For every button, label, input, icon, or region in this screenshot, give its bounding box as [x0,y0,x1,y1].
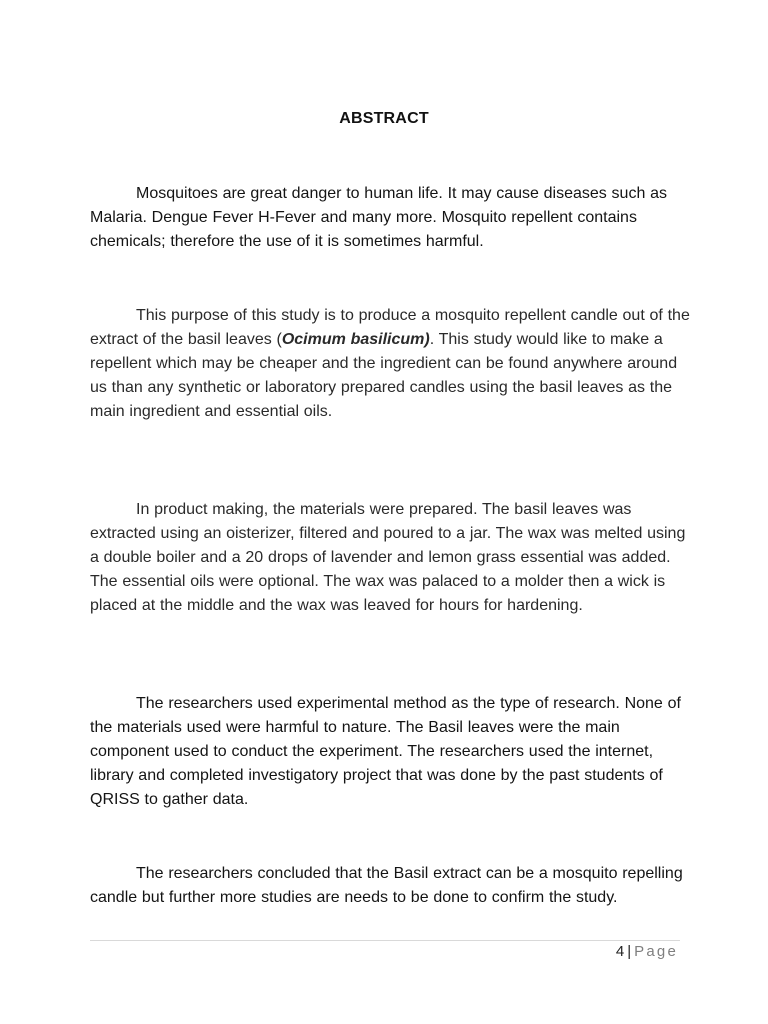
page-label: Page [634,943,678,960]
abstract-heading: ABSTRACT [339,110,429,127]
paragraph-purpose-text-before: This purpose of this study is to produce a mosquito repellent candle out of the extract of the basil leaves ( [90,307,690,348]
footer-separator: | [627,943,632,960]
paragraph-conclusion: The researchers concluded that the Basil extract can be a mosquito repelling candle but further more studies are needs to be done to confirm the study. [90,865,683,906]
page-footer [616,943,678,960]
paragraph-intro: Mosquitoes are great danger to human life. It may cause diseases such as Malaria. Dengue Fever H-Fever and many more. Mosquito repellent contains chemicals; therefore the use of it is sometimes harmful. [90,185,667,250]
paragraph-product-making: In product making, the materials were prepared. The basil leaves was extracted using an oisterizer, filtered and poured to a jar. The wax was melted using a double boiler and a 20 drops of lavender and lemon grass essential was added. The essential oils were optional. The wax was palaced to a molder then a wick is placed at the middle and the wax was leaved for hours for hardening. [90,501,686,614]
page-number: 4 [615,943,625,960]
scientific-name: Ocimum basilicum) [281,331,430,348]
paragraph-purpose [90,304,690,424]
footer-divider [90,940,680,941]
paragraph-purpose-text-after: . This study would like to make a repellent which may be cheaper and the ingredient can be found anywhere around us than any synthetic or laboratory prepared candles using the basil leaves as the main ingredient and essential oils. [90,331,678,420]
paragraph-method: The researchers used experimental method as the type of research. None of the materials used were harmful to nature. The Basil leaves were the main component used to conduct the experiment. The researchers used the internet, library and completed investigatory project that was done by the past students of QRISS to gather data. [90,695,681,808]
